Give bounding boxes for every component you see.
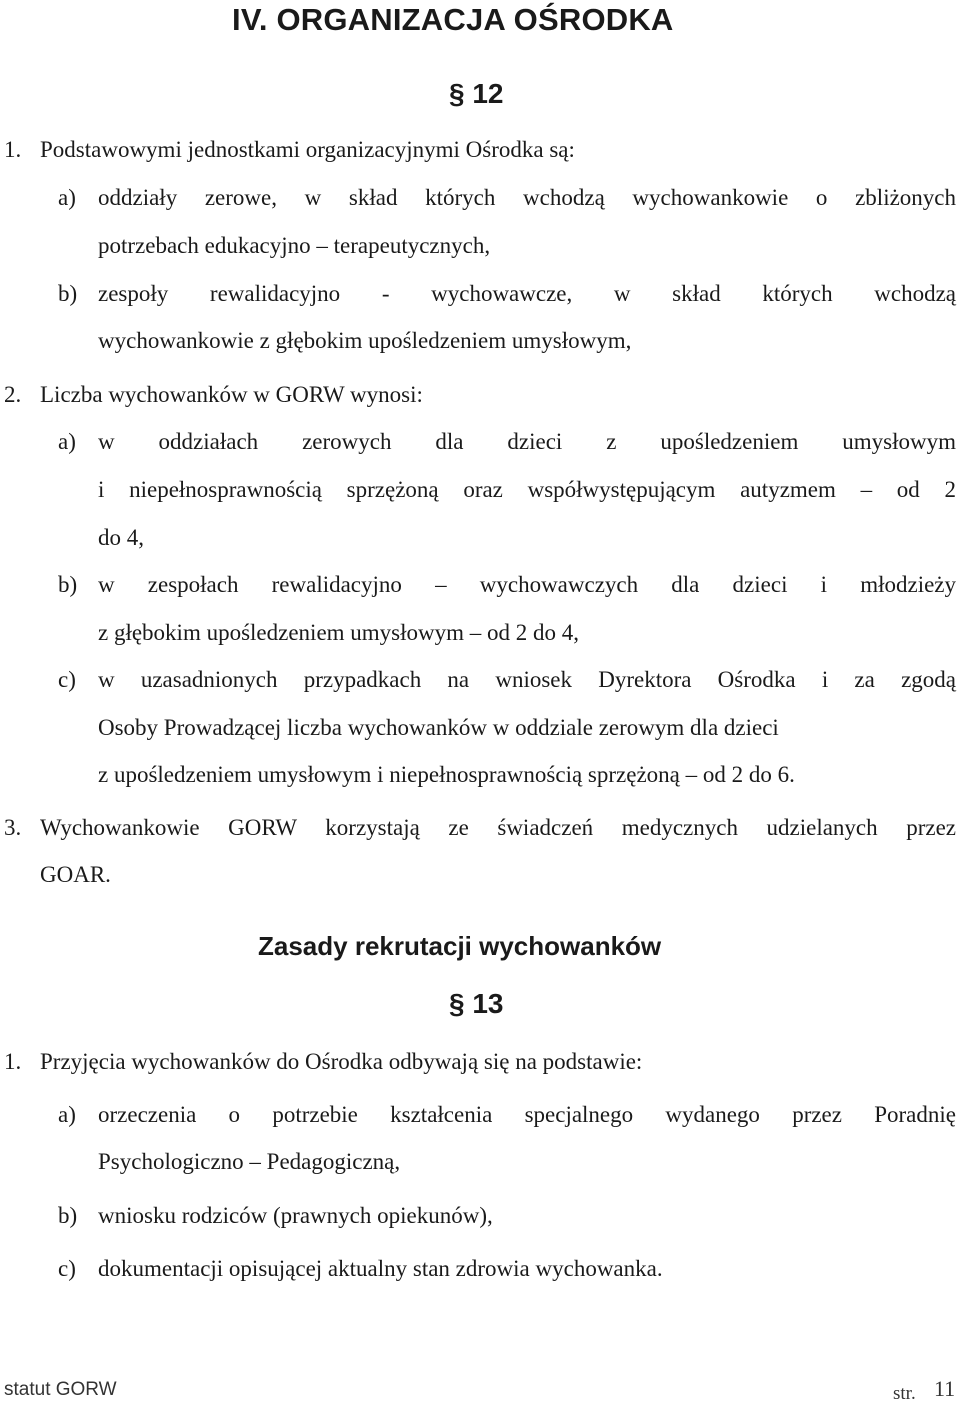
item-text: Liczba wychowanków w GORW wynosi: (40, 382, 423, 407)
footer-page-label: str. (893, 1383, 916, 1404)
subitem-text: w uzasadnionych przypadkach na wniosek Dyrektora Ośrodka i za zgodą (98, 667, 956, 692)
subitem-text: z upośledzeniem umysłowym i niepełnosprawnością sprzężoną – od 2 do 6. (98, 762, 795, 787)
subitem-text: w zespołach rewalidacyjno – wychowawczych dla dzieci i młodzieży (98, 572, 956, 597)
paragraph-13-heading: § 13 (449, 988, 504, 1019)
subitem-text: do 4, (98, 525, 144, 550)
subitem-text: dokumentacji opisującej aktualny stan zdrowia wychowanka. (98, 1256, 663, 1281)
footer-doc-name: statut GORW (4, 1379, 117, 1400)
item-number: 3. (4, 815, 22, 840)
subitem-label: c) (58, 667, 76, 692)
subitem-label: a) (58, 429, 76, 454)
item-text: Wychowankowie GORW korzystają ze świadczeń medycznych udzielanych przez (40, 815, 956, 840)
section-title: Zasady rekrutacji wychowanków (258, 931, 662, 961)
item-number: 1. (4, 137, 22, 162)
item-number: 1. (4, 1049, 22, 1074)
subitem-label: b) (58, 572, 78, 597)
item-number: 2. (4, 382, 22, 407)
subitem-text: zespoły rewalidacyjno - wychowawcze, w skład których wchodzą (98, 281, 956, 306)
subitem-text: wychowankowie z głębokim upośledzeniem umysłowym, (98, 328, 632, 353)
paragraph-12-heading: § 12 (449, 78, 504, 109)
subitem-text: Psychologiczno – Pedagogiczną, (98, 1149, 401, 1174)
subitem-text: z głębokim upośledzeniem umysłowym – od 2 do 4, (98, 620, 580, 645)
chapter-title: IV. ORGANIZACJA OŚRODKA (232, 2, 674, 37)
item-text: Podstawowymi jednostkami organizacyjnymi Ośrodka są: (40, 137, 575, 162)
subitem-text: i niepełnosprawnością sprzężoną oraz współwystępującym autyzmem – od 2 (98, 477, 956, 502)
item-text: GOAR. (40, 862, 111, 887)
subitem-label: a) (58, 1102, 76, 1127)
subitem-label: a) (58, 185, 76, 210)
subitem-label: b) (58, 1203, 78, 1228)
footer-page-number: 11 (934, 1376, 956, 1401)
subitem-label: b) (58, 281, 78, 306)
subitem-text: orzeczenia o potrzebie kształcenia specjalnego wydanego przez Poradnię (98, 1102, 956, 1127)
subitem-text: w oddziałach zerowych dla dzieci z upośledzeniem umysłowym (98, 429, 956, 454)
item-text: Przyjęcia wychowanków do Ośrodka odbywają się na podstawie: (40, 1049, 643, 1074)
subitem-text: potrzebach edukacyjno – terapeutycznych, (98, 233, 491, 258)
subitem-label: c) (58, 1256, 76, 1281)
subitem-text: oddziały zerowe, w skład których wchodzą wychowankowie o zbliżonych (98, 185, 956, 210)
subitem-text: wniosku rodziców (prawnych opiekunów), (98, 1203, 493, 1228)
subitem-text: Osoby Prowadzącej liczba wychowanków w oddziale zerowym dla dzieci (98, 715, 779, 740)
